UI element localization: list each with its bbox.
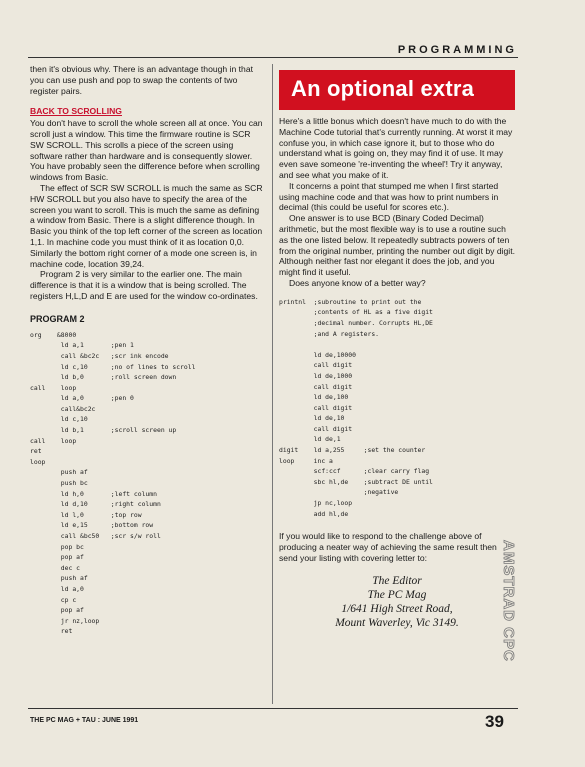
bonus-paragraph-2: It concerns a point that stumped me when I first started using machine code and that was how to print numbers in decimal (this could be useful for scores etc.). [279, 180, 499, 213]
address-line: Mount Waverley, Vic 3149. [335, 616, 459, 629]
page-number: 39 [485, 712, 504, 731]
program-2-heading: PROGRAM 2 [30, 313, 85, 324]
print-number-listing: printnl ;subroutine to print out the ;contents of HL as a five digit ;decimal number. Corrupts HL,DE ;and A registers. ld de,10000 call digit ld de,1000 call digit ld de,100 call digit ld de,10 call digit ld de,1 digit ld a,255 ;set the counter loop inc a scf:ccf ;clear carry flag sbc hl,de ;subtract DE until ;negative jp nc,loop add hl,de [279, 297, 433, 518]
closing-paragraph: If you would like to respond to the challenge above of producing a neater way of achieving the same result then send your listing with covering letter to: [279, 531, 497, 563]
left-column [30, 64, 266, 637]
column-divider [272, 64, 273, 704]
section-title: PROGRAMMING [397, 44, 517, 56]
footer-rule [28, 708, 518, 709]
bonus-paragraph-3: One answer is to use BCD (Binary Coded Decimal) arithmetic, but the most flexible way is to use a routine such as the one listed below. It repeatedly subtracts powers of ten from the original number, printing the number out digit by digit. Although neither fast nor elegant it does the job, and you might find it useful. [279, 213, 515, 278]
article-banner: An optional extra [279, 70, 515, 110]
subhead-back-to-scrolling: BACK TO SCROLLING [30, 106, 122, 117]
bonus-paragraph-1: Here's a little bonus which doesn't have much to do with the Machine Code tutorial that's currently running. At worst it may confuse you, in which case ignore it, but to those who do understand what is going on, they may find it of use. It may even save someone 're-inventing the wheel'! Try it anyway, and see what you make of it. [279, 116, 513, 180]
header-rule [28, 57, 518, 58]
scrolling-paragraph-2: The effect of SCR SW SCROLL is much the same as SCR HW SCROLL but you also have to specify the area of the screen you want to scroll. This is much the same as defining a window from Basic. There is a slight difference though. In Basic you think of the top left corner of the screen as location 1,1. In machine code you must think of it as location 0,0. Similarly the bottom right corner of a mode one screen is, in machine code, location 39,24. [30, 182, 263, 269]
scrolling-paragraph-3: Program 2 is very similar to the earlier one. The main difference is that it is a window that is being scrolled. The registers H,L,D and E are used for the window co-ordinates. [30, 269, 258, 301]
editor-address [279, 574, 515, 630]
bonus-paragraph-4: Does anyone know of a better way? [289, 277, 426, 288]
scrolling-paragraph-1: You don't have to scroll the whole screen all at once. You can scroll just a window. This time the firmware routine is SCR SW SCROLL. This scrolls a piece of the screen using software rather than hardware and is consequently slower. You have probably seen the difference before when scrolling windows from Basic. [30, 118, 263, 183]
address-line: The Editor [372, 574, 422, 587]
program-2-listing: org &8000 ld a,1 ;pen 1 call &bc2c ;scr ink encode ld c,10 ;no of lines to scroll ld b,0 ;roll screen down call loop ld a,0 ;pen 0 call&bc2c ld c,10 ld b,1 ;scroll screen up call loop ret loop push af push bc ld h,0 ;left column ld d,10 ;right column ld l,0 ;top row ld e,15 ;bottom row call &bc50 ;scr s/w roll pop bc pop af dec c push af ld a,0 cp c pop af jr nz,loop ret [30, 330, 196, 636]
left-body [30, 64, 266, 302]
side-label-text: AMSTRAD CPC [500, 540, 517, 662]
address-line: The PC Mag [367, 588, 427, 601]
intro-paragraph: then it's obvious why. There is an advantage though in that you can use push and pop to swap the contents of two register pairs. [30, 64, 253, 96]
right-body [279, 116, 515, 289]
footer-publication: THE PC MAG + TAU : JUNE 1991 [30, 717, 139, 724]
address-line: 1/641 High Street Road, [341, 602, 453, 615]
right-column [279, 64, 515, 630]
amstrad-cpc-side-label [500, 540, 563, 700]
